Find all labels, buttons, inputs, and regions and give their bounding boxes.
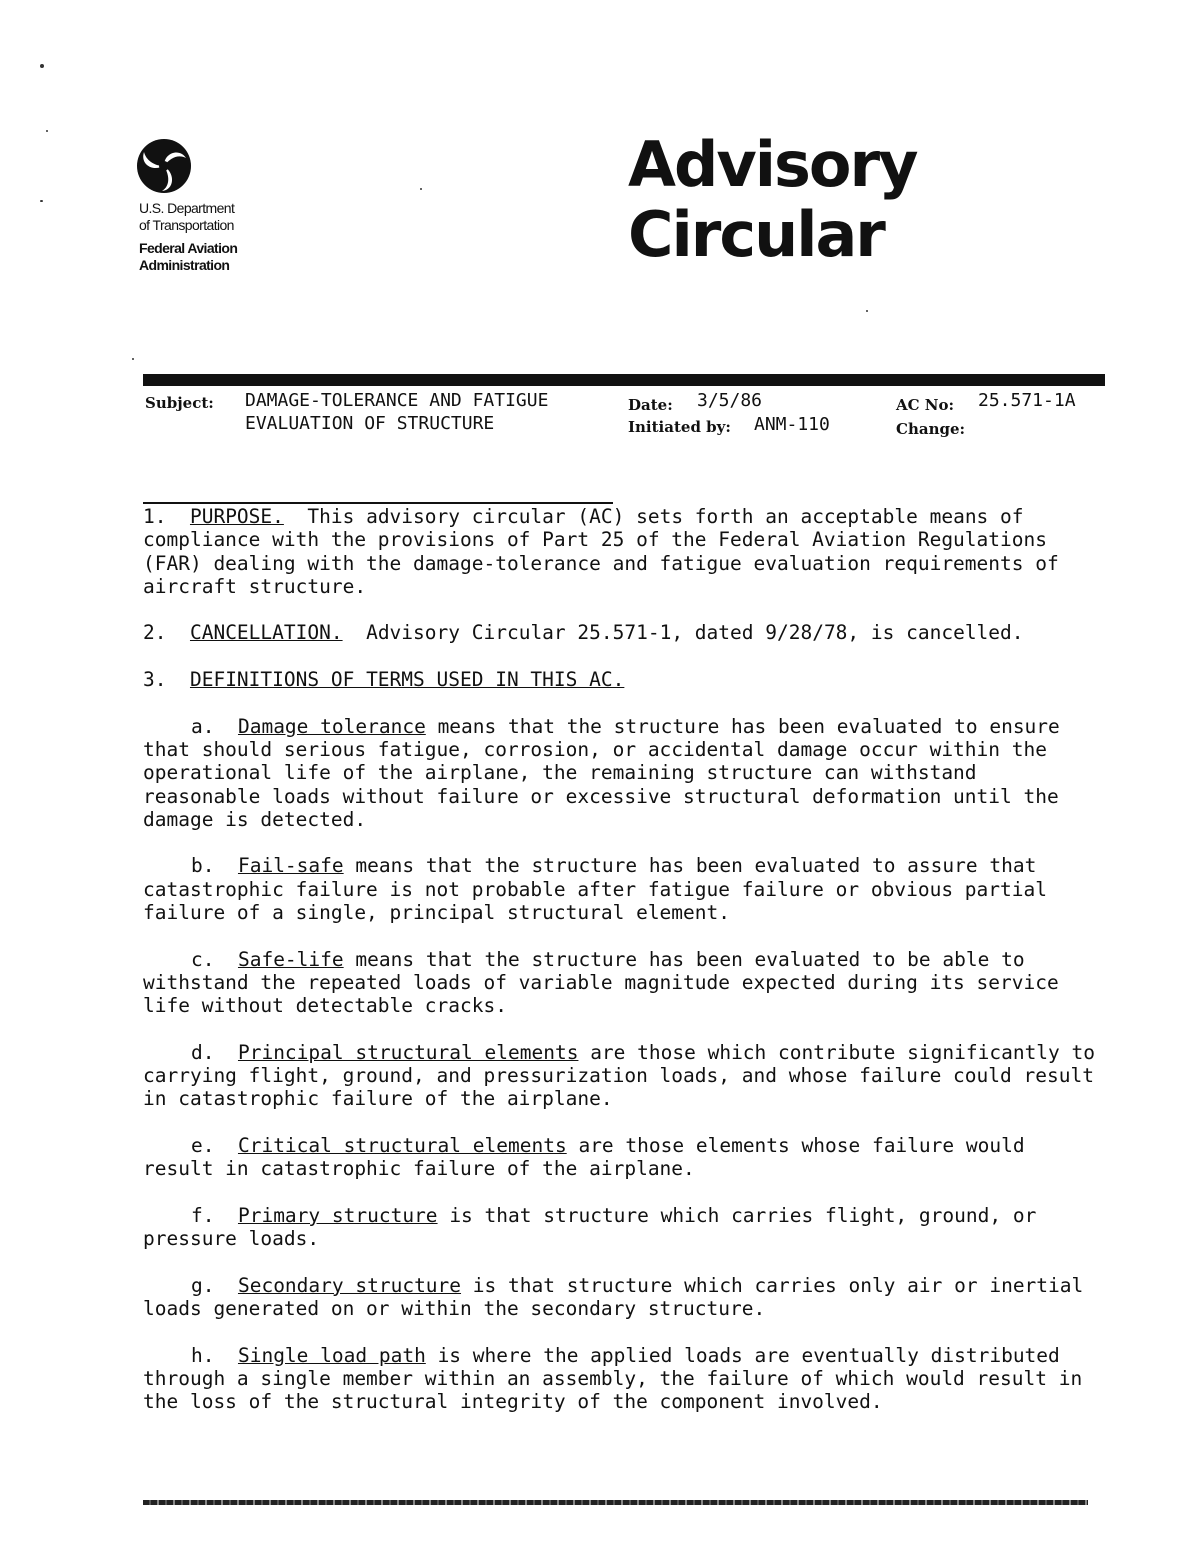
section-paragraph	[143, 505, 1103, 598]
definition-text: are those elements whose failure would result in catastrophic failure of the airplane.	[143, 1134, 1037, 1181]
dot-triskelion-icon	[136, 138, 192, 194]
section-paragraph	[143, 621, 1103, 644]
definition-letter: f.	[191, 1203, 215, 1227]
subject-line-2: EVALUATION OF STRUCTURE	[245, 413, 495, 434]
definition-letter: e.	[191, 1134, 215, 1158]
definition-text: is where the applied loads are eventually distributed through a single member within an assembly, the failure of which would result in the loss of the structural integrity of the component involved.	[143, 1343, 1094, 1414]
ac-number-label: AC No:	[896, 396, 955, 414]
definition-letter: d.	[191, 1040, 215, 1064]
section-heading: CANCELLATION.	[189, 621, 343, 645]
definition-text: means that the structure has been evaluated to ensure that should serious fatigue, corrosion, or accidental damage occur within the operational life of the airplane, the remaining structure can withstand reasonable loads without failure or excessive structural deformation until the damage is detected.	[143, 714, 1072, 831]
definition-term: Single load path	[237, 1343, 426, 1367]
document-body	[143, 505, 1107, 1437]
change-label: Change:	[896, 420, 966, 438]
definition-item	[143, 1344, 1103, 1414]
subject-label: Subject:	[145, 394, 214, 412]
definition-item	[143, 948, 1103, 1018]
scan-speck	[132, 358, 134, 360]
scan-speck	[420, 188, 422, 190]
header-rule	[143, 374, 1105, 386]
definition-text: are those which contribute significantly to carrying flight, ground, and pressurization loads, and whose failure could result in catastrophic failure of the airplane.	[143, 1040, 1107, 1111]
definition-text: means that the structure has been evaluated to be able to withstand the repeated loads of variable magnitude expected during its service life without detectable cracks.	[143, 947, 1071, 1018]
department-line: of Transportation	[139, 217, 234, 233]
department-name	[139, 200, 237, 234]
definition-term: Critical structural elements	[237, 1134, 567, 1158]
ac-number-value: 25.571-1A	[978, 390, 1076, 411]
definition-letter: g.	[191, 1273, 215, 1297]
scan-speck	[40, 64, 44, 68]
definition-term: Primary structure	[237, 1203, 438, 1227]
definition-text: is that structure which carries flight, ground, or pressure loads.	[143, 1203, 1049, 1251]
section-paragraph	[143, 668, 1103, 691]
date-value: 3/5/86	[697, 390, 763, 411]
footer-rule	[143, 1500, 1088, 1505]
definition-letter: a.	[191, 714, 215, 738]
definition-letter: b.	[191, 854, 215, 878]
section-number: 3.	[143, 668, 167, 692]
date-label: Date:	[628, 396, 673, 414]
agency-name	[139, 240, 237, 274]
section-number: 1.	[143, 505, 167, 528]
definition-item	[143, 1040, 1107, 1111]
definition-item	[143, 854, 1103, 924]
title-line: Circular	[628, 198, 884, 271]
scan-speck	[40, 200, 43, 202]
definition-term: Fail-safe	[237, 854, 344, 878]
section-text: Advisory Circular 25.571-1, dated 9/28/78, is cancelled.	[366, 621, 1024, 645]
section-number: 2.	[143, 621, 167, 645]
initiated-by-label: Initiated by:	[628, 418, 731, 436]
definition-item	[143, 1204, 1103, 1251]
definition-text: is that structure which carries only air or inertial loads generated on or within the secondary structure.	[143, 1273, 1096, 1321]
agency-line: Federal Aviation	[139, 240, 238, 256]
subject-line-1: DAMAGE-TOLERANCE AND FATIGUE	[245, 390, 549, 411]
agency-block	[139, 200, 237, 274]
definition-letter: c.	[191, 947, 215, 971]
title-line: Advisory	[628, 128, 917, 201]
document-title	[628, 130, 917, 270]
department-line: U.S. Department	[139, 200, 235, 216]
scan-speck	[866, 310, 868, 312]
definition-text: means that the structure has been evaluated to assure that catastrophic failure is not probable after fatigue failure or obvious partial failure of a single, principal structural element.	[143, 854, 1059, 925]
definition-item	[143, 1134, 1103, 1181]
definition-item	[143, 1274, 1103, 1321]
definition-term: Damage tolerance	[237, 714, 426, 738]
section-text: This advisory circular (AC) sets forth an acceptable means of compliance with the provisions of Part 25 of the Federal Aviation Regulations (FAR) dealing with the damage-tolerance and fatigue evaluation requirements of aircraft structure.	[143, 505, 1071, 598]
section-heading: DEFINITIONS OF TERMS USED IN THIS AC.	[189, 668, 625, 692]
agency-line: Administration	[139, 257, 230, 273]
section-rule	[143, 502, 613, 504]
definition-term: Secondary structure	[237, 1273, 462, 1297]
initiated-by-value: ANM-110	[754, 414, 830, 435]
scan-speck	[46, 130, 48, 132]
definition-term: Safe-life	[237, 947, 344, 971]
definition-item	[143, 715, 1103, 831]
section-heading: PURPOSE.	[189, 505, 284, 528]
definition-term: Principal structural elements	[237, 1040, 579, 1064]
definition-letter: h.	[191, 1343, 215, 1367]
